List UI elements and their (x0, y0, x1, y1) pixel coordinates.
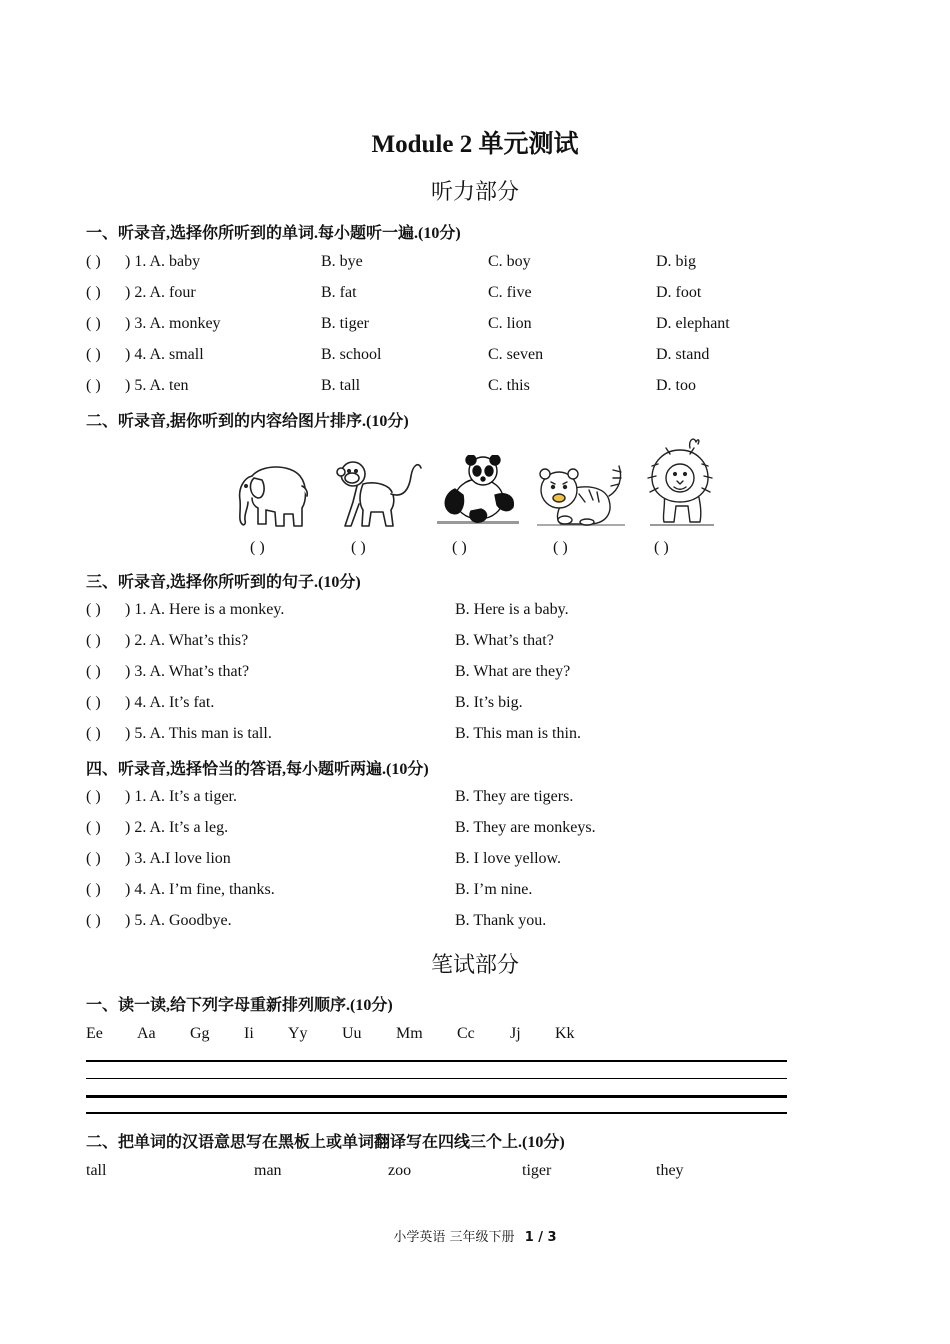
option-a: ) 1. A. It’s a tiger. (125, 788, 237, 805)
letter: Kk (555, 1025, 575, 1042)
letter: Jj (510, 1025, 521, 1042)
option-b: B. What are they? (455, 663, 571, 680)
option-a: ) 4. A. I’m fine, thanks. (125, 881, 275, 898)
option-c: C. boy (488, 253, 531, 270)
option-a: ) 3. A. monkey (125, 315, 221, 332)
word: tall (86, 1162, 107, 1179)
picture-order-blank-4[interactable]: ( ) (553, 539, 568, 556)
tiger-icon (535, 460, 627, 530)
option-b: B. This man is thin. (455, 725, 581, 742)
option-c: C. five (488, 284, 532, 301)
letter: Mm (396, 1025, 423, 1042)
writing2-title: 二、把单词的汉语意思写在黑板上或单词翻译写在四线三个上.(10分) (86, 1134, 565, 1151)
picture-order-blank-5[interactable]: ( ) (654, 539, 669, 556)
option-a: ) 2. A. It’s a leg. (125, 819, 229, 836)
word: zoo (388, 1162, 412, 1179)
option-b: B. They are tigers. (455, 788, 574, 805)
letter: Ii (244, 1025, 254, 1042)
picture-order-blank-3[interactable]: ( ) (452, 539, 467, 556)
option-b: B. bye (321, 253, 363, 270)
letter: Ee (86, 1025, 103, 1042)
lion-icon (644, 436, 716, 530)
answer-blank[interactable]: ( ) (86, 694, 101, 711)
answer-blank[interactable]: ( ) (86, 912, 101, 929)
option-a: ) 2. A. four (125, 284, 196, 301)
option-b: B. fat (321, 284, 357, 301)
option-b: B. Thank you. (455, 912, 547, 929)
letter: Uu (342, 1025, 362, 1042)
option-b: B. They are monkeys. (455, 819, 596, 836)
section3-title: 三、听录音,选择你所听到的句子.(10分) (86, 574, 361, 591)
answer-blank[interactable]: ( ) (86, 725, 101, 742)
answer-blank[interactable]: ( ) (86, 377, 101, 394)
answer-blank[interactable]: ( ) (86, 632, 101, 649)
answer-blank[interactable]: ( ) (86, 881, 101, 898)
monkey-icon (333, 454, 423, 530)
option-d: D. stand (656, 346, 710, 363)
letter: Gg (190, 1025, 210, 1042)
option-d: D. too (656, 377, 696, 394)
option-b: B. school (321, 346, 382, 363)
option-a: ) 1. A. Here is a monkey. (125, 601, 285, 618)
answer-blank[interactable]: ( ) (86, 315, 101, 332)
option-d: D. elephant (656, 315, 730, 332)
answer-blank[interactable]: ( ) (86, 788, 101, 805)
listening-heading: 听力部分 (430, 179, 519, 204)
option-a: ) 1. A. baby (125, 253, 201, 270)
option-a: ) 2. A. What’s this? (125, 632, 249, 649)
option-a: ) 5. A. Goodbye. (125, 912, 232, 929)
option-b: B. I love yellow. (455, 850, 562, 867)
option-b: B. Here is a baby. (455, 601, 569, 618)
writing1-title: 一、读一读,给下列字母重新排列顺序.(10分) (86, 997, 393, 1014)
answer-blank[interactable]: ( ) (86, 253, 101, 270)
option-b: B. What’s that? (455, 632, 554, 649)
option-d: D. foot (656, 284, 702, 301)
picture-order-blank-1[interactable]: ( ) (250, 539, 265, 556)
elephant-icon (232, 458, 312, 530)
option-a: ) 3. A.I love lion (125, 850, 231, 867)
answer-blank[interactable]: ( ) (86, 850, 101, 867)
page-footer (0, 1226, 950, 1245)
letter: Cc (457, 1025, 475, 1042)
option-a: ) 5. A. This man is tall. (125, 725, 272, 742)
option-c: C. this (488, 377, 530, 394)
option-a: ) 3. A. What’s that? (125, 663, 250, 680)
option-a: ) 5. A. ten (125, 377, 189, 394)
letter: Yy (288, 1025, 308, 1042)
option-c: C. lion (488, 315, 532, 332)
answer-blank[interactable]: ( ) (86, 663, 101, 680)
answer-blank[interactable]: ( ) (86, 819, 101, 836)
option-b: B. It’s big. (455, 694, 523, 711)
letter: Aa (137, 1025, 156, 1042)
panda-icon (435, 455, 521, 529)
option-a: ) 4. A. It’s fat. (125, 694, 215, 711)
word: tiger (522, 1162, 552, 1179)
answer-blank[interactable]: ( ) (86, 284, 101, 301)
answer-blank[interactable]: ( ) (86, 601, 101, 618)
footer-text: 小学英语 三年级下册 (393, 1230, 515, 1245)
option-d: D. big (656, 253, 696, 270)
writing-heading: 笔试部分 (430, 952, 519, 977)
section1-title: 一、听录音,选择你所听到的单词.每小题听一遍.(10分) (86, 225, 461, 242)
page-number: 1 / 3 (524, 1230, 557, 1245)
page-title: Module 2 单元测试 (371, 131, 579, 158)
answer-blank[interactable]: ( ) (86, 346, 101, 363)
option-b: B. I’m nine. (455, 881, 533, 898)
option-b: B. tiger (321, 315, 369, 332)
picture-order-blank-2[interactable]: ( ) (351, 539, 366, 556)
section4-title: 四、听录音,选择恰当的答语,每小题听两遍.(10分) (86, 761, 429, 778)
word: they (656, 1162, 684, 1179)
word: man (254, 1162, 282, 1179)
option-a: ) 4. A. small (125, 346, 204, 363)
section2-title: 二、听录音,据你听到的内容给图片排序.(10分) (86, 413, 409, 430)
option-c: C. seven (488, 346, 544, 363)
option-b: B. tall (321, 377, 361, 394)
